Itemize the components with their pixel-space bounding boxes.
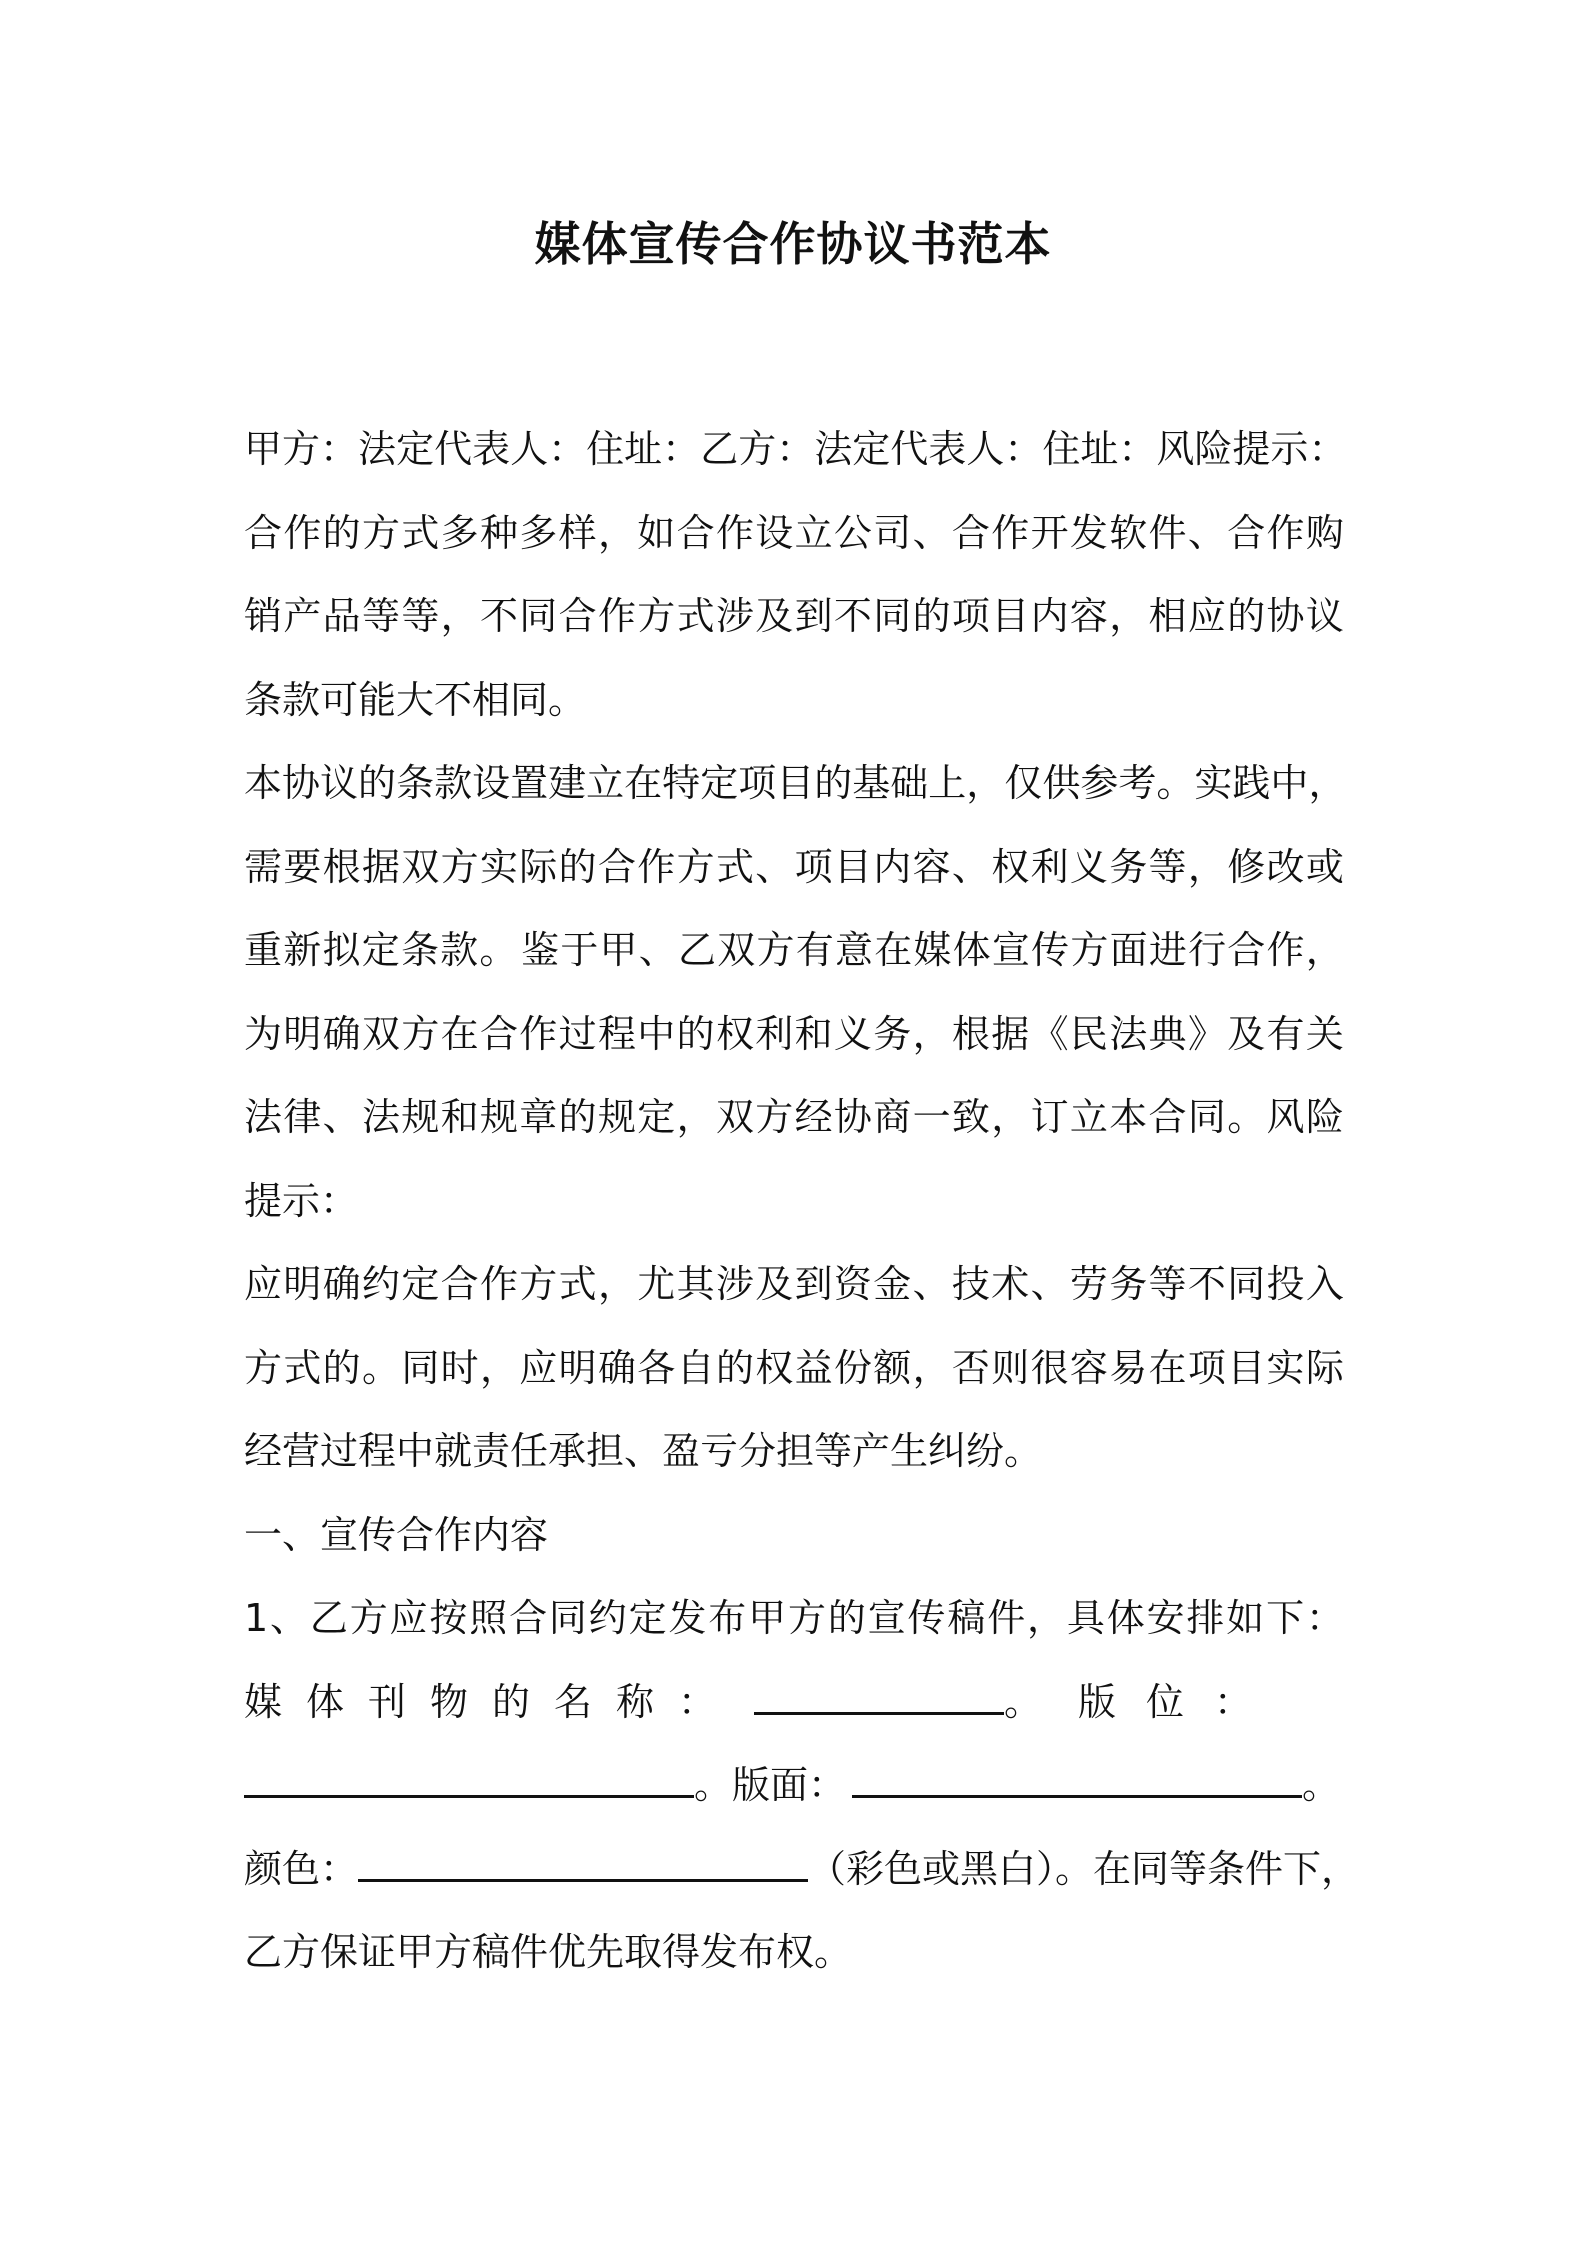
color-blank[interactable] (358, 1829, 808, 1882)
form-line-color (244, 1828, 1360, 1912)
text-line: 甲 方 ： 法 定 代 表 人 ： 住 址 ： 乙 方 ： 法 定 代 表 人 ： 住 址 ： 风 险 提 示 ： (244, 427, 1347, 471)
text-line: 需 要 根 据 双 方 实 际 的 合 作 方 式 、 项 目 内 容 、 权 利 义 务 等 ， 修 改 或 (244, 844, 1344, 889)
period: 。 (1004, 1679, 1043, 1724)
page-position-blank[interactable] (244, 1745, 694, 1798)
layout-label: 版面： (732, 1763, 847, 1807)
media-name-label: 媒体刊物的名称： (244, 1679, 741, 1724)
text-line: 经营过程中就责任承担、盈亏分担等产生纠纷。 (244, 1429, 1043, 1473)
form-line-media (244, 1661, 1344, 1745)
text-line: 本 协 议 的 条 款 设 置 建 立 在 特 定 项 目 的 基 础 上 ， 仅 供 参 考 。 实 践 中 ， (244, 761, 1347, 805)
document-body (244, 408, 1360, 1995)
text-line: 乙方保证甲方稿件优先取得发布权。 (244, 1930, 853, 1974)
text-line: 提示： (244, 1178, 359, 1223)
layout-blank[interactable] (852, 1745, 1302, 1798)
color-note: （彩色或黑白）。在同等条件下， (808, 1846, 1360, 1891)
text-line: 销 产 品 等 等 ， 不 同 合 作 方 式 涉 及 到 不 同 的 项 目 内 容 ， 相 应 的 协 议 (244, 594, 1344, 638)
text-line: 合 作 的 方 式 多 种 多 样 ， 如 合 作 设 立 公 司 、 合 作 开 发 软 件 、 合 作 购 (244, 510, 1344, 555)
section-heading: 一、宣传合作内容 (244, 1512, 549, 1557)
text-line: 应 明 确 约 定 合 作 方 式 ， 尤 其 涉 及 到 资 金 、 技 术 、 劳 务 等 不 同 投 入 (244, 1262, 1344, 1306)
period: 。 (694, 1763, 733, 1807)
text-line: 重 新 拟 定 条 款 。 鉴 于 甲 、 乙 双 方 有 意 在 媒 体 宣 传 方 面 进 行 合 作 ， (244, 928, 1344, 972)
page-position-label: 版位： (1078, 1679, 1283, 1724)
text-line: 方 式 的 。 同 时 ， 应 明 确 各 自 的 权 益 份 额 ， 否 则 很 容 易 在 项 目 实 际 (244, 1345, 1344, 1390)
document-title: 媒体宣传合作协议书范本 (534, 217, 1052, 271)
text-line: 1 、 乙 方 应 按 照 合 同 约 定 发 布 甲 方 的 宣 传 稿 件 ， 具 体 安 排 如 下 ： (244, 1596, 1344, 1640)
form-line-layout (244, 1744, 1344, 1828)
text-line: 条款可能大不相同。 (244, 677, 587, 722)
text-line: 为 明 确 双 方 在 合 作 过 程 中 的 权 利 和 义 务 ， 根 据 《 民 法 典 》 及 有 关 (244, 1011, 1344, 1056)
media-name-blank[interactable] (754, 1662, 1004, 1715)
text-line: 法 律 、 法 规 和 规 章 的 规 定 ， 双 方 经 协 商 一 致 ， 订 立 本 合 同 。 风 险 (244, 1095, 1344, 1139)
color-label: 颜色： (244, 1846, 359, 1891)
period: 。 (1302, 1763, 1341, 1807)
